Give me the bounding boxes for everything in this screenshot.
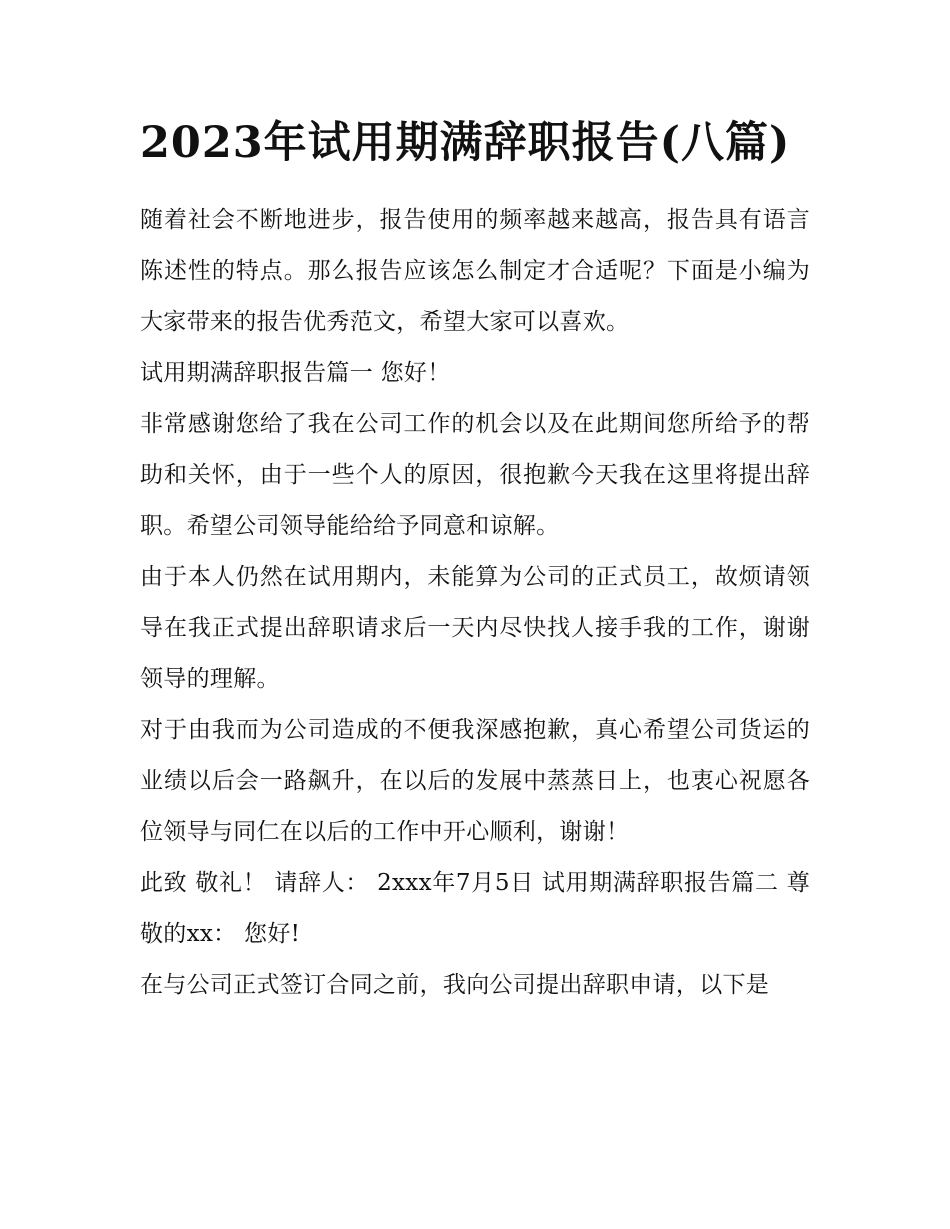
section-one-heading: 试用期满辞职报告篇一 您好！: [140, 360, 451, 386]
intro-paragraph: 随着社会不断地进步，报告使用的频率越来越高，报告具有语言陈述性的特点。那么报告应该怎么制定才合适呢？下面是小编为大家带来的报告优秀范文，希望大家可以喜欢。: [140, 207, 810, 335]
document-title: 2023年试用期满辞职报告(八篇): [140, 118, 791, 168]
body-paragraph: 非常感谢您给了我在公司工作的机会以及在此期间您所给予的帮助和关怀，由于一些个人的原因，很抱歉今天我在这里将提出辞职。希望公司领导能给给予同意和谅解。: [140, 411, 810, 539]
body-paragraph: 对于由我而为公司造成的不便我深感抱歉，真心希望公司货运的业绩以后会一路飙升，在以后的发展中蒸蒸日上，也衷心祝愿各位领导与同仁在以后的工作中开心顺利，谢谢！: [140, 717, 810, 845]
body-paragraph: 由于本人仍然在试用期内，未能算为公司的正式员工，故烦请领导在我正式提出辞职请求后一天内尽快找人接手我的工作，谢谢领导的理解。: [140, 564, 810, 692]
signature-paragraph: 此致 敬礼！ 请辞人： 2xxx年7月5日 试用期满辞职报告篇二 尊敬的xx： 您好!: [140, 870, 810, 947]
body-paragraph: 在与公司正式签订合同之前，我向公司提出辞职申请，以下是: [140, 972, 770, 998]
